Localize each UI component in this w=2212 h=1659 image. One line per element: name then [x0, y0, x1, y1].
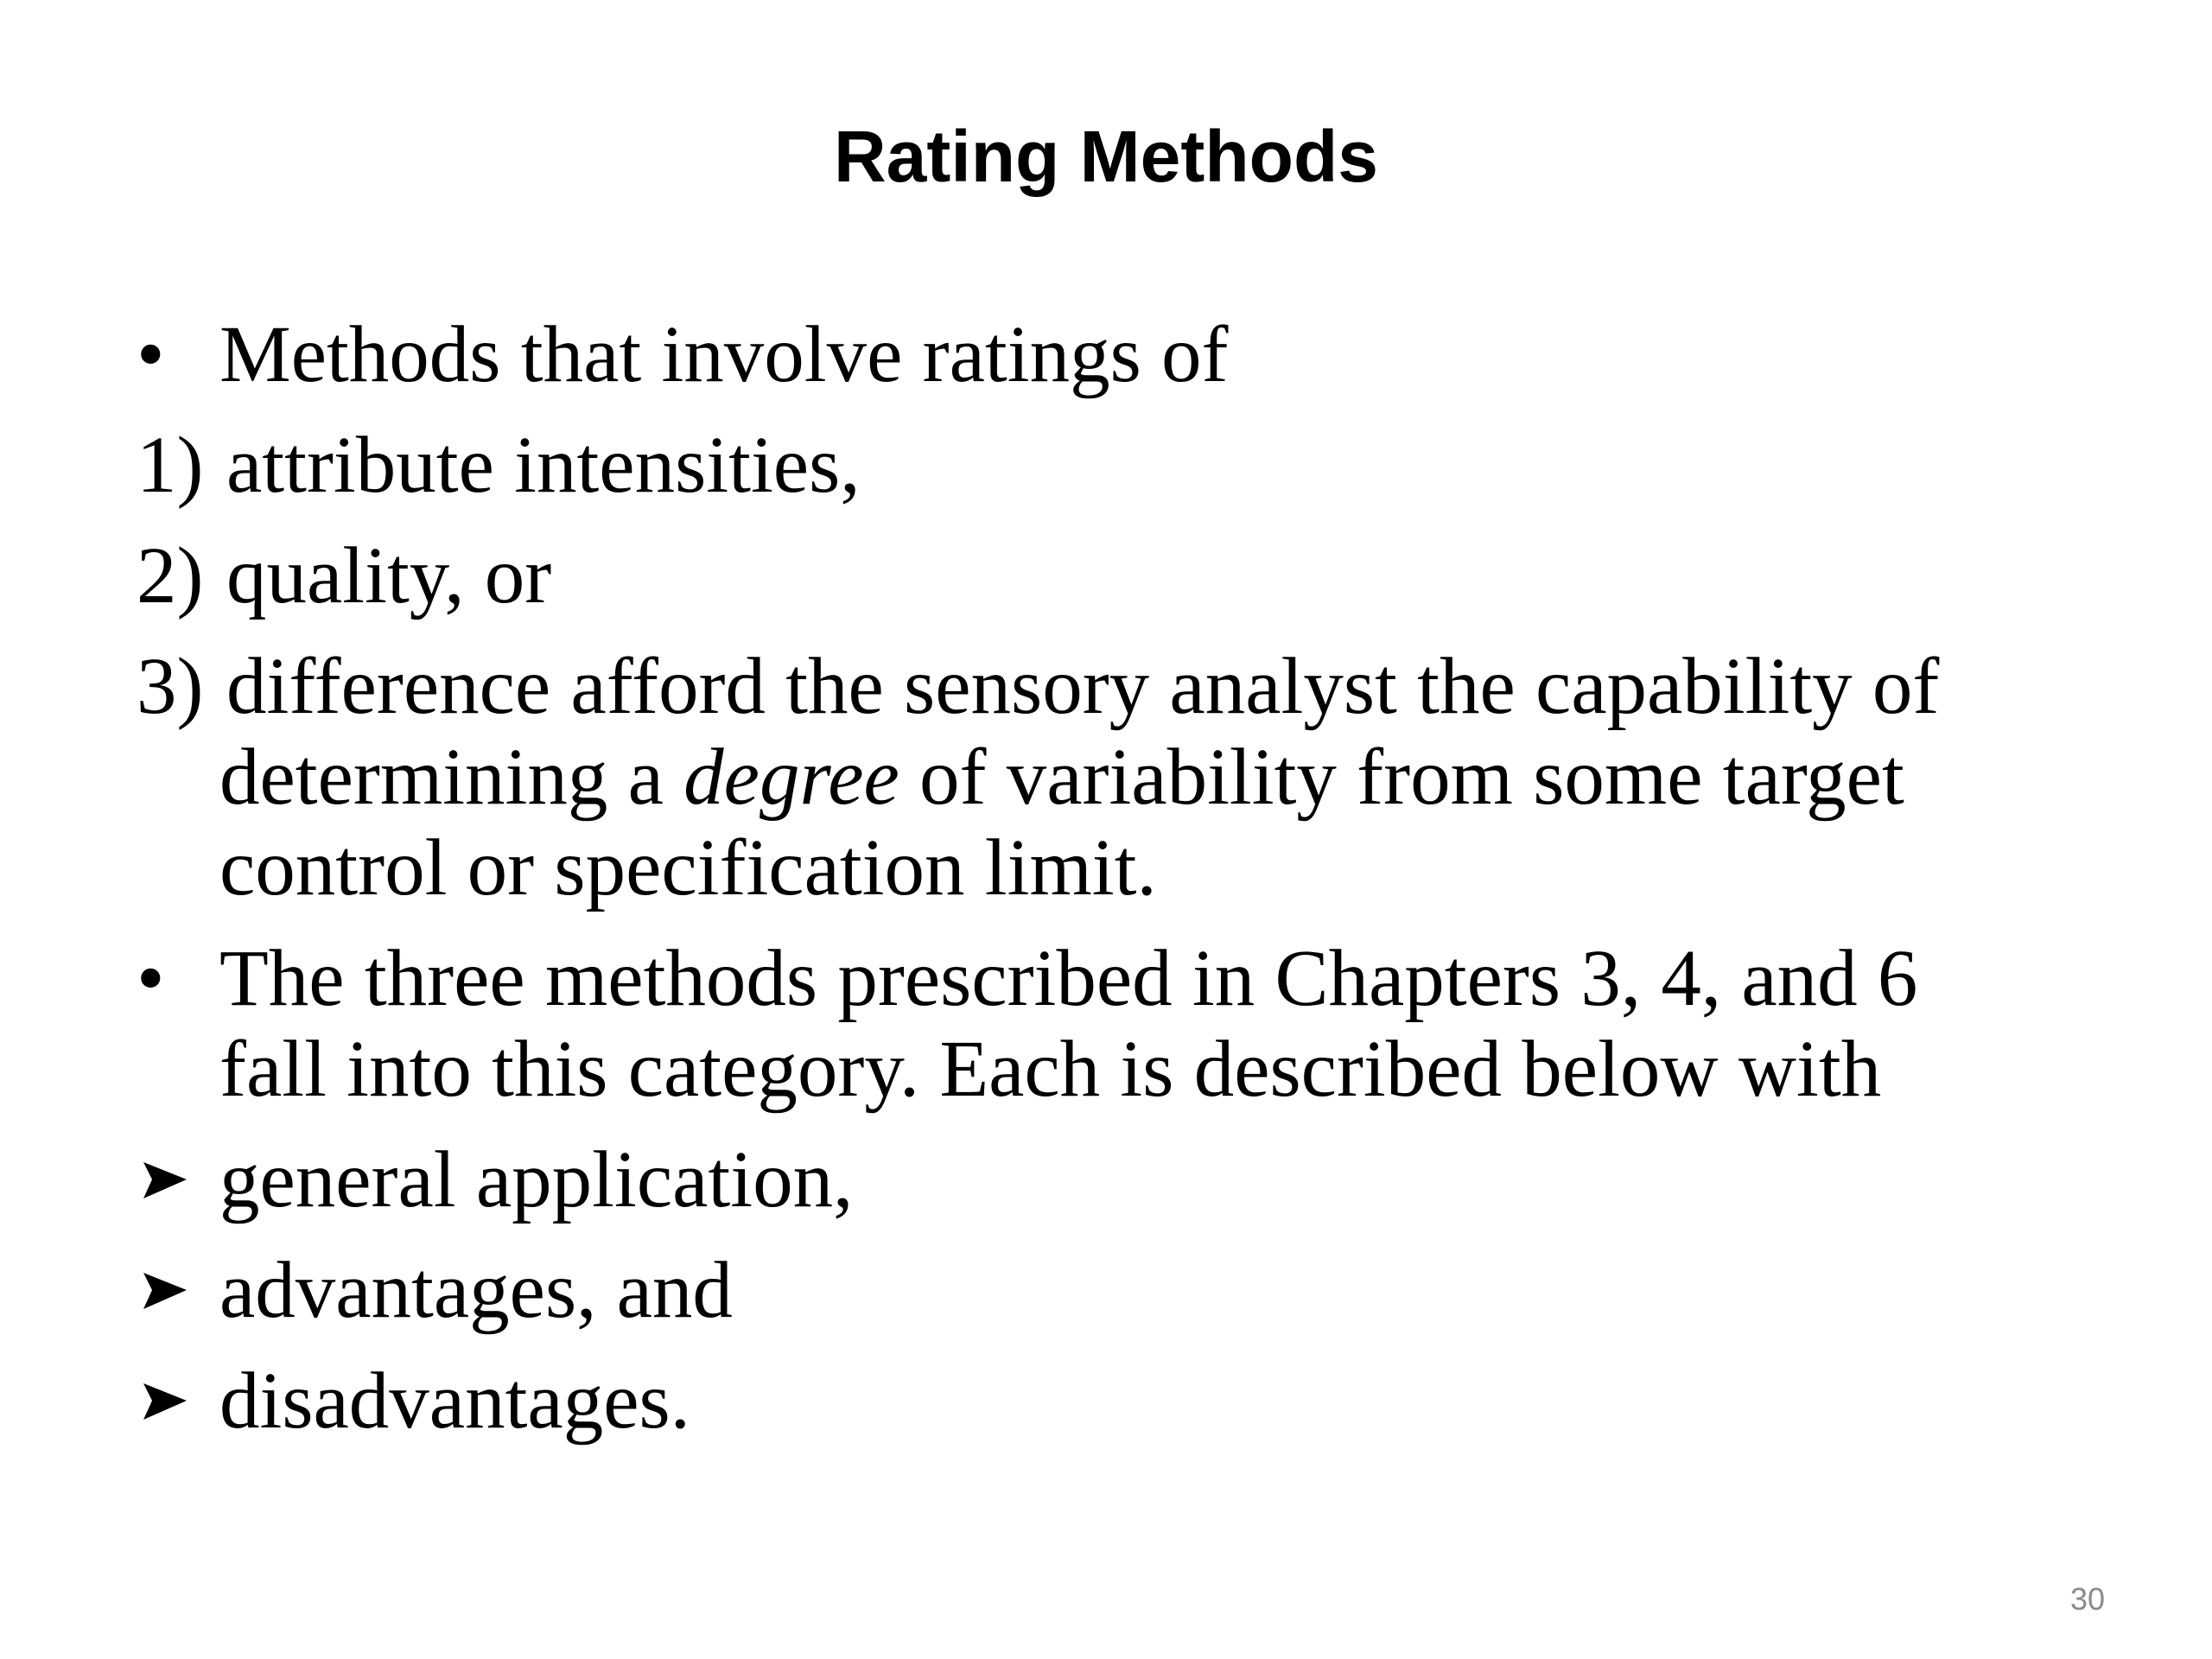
arrow-item-text: disadvantages. — [219, 1357, 690, 1446]
number-marker: 3) — [137, 642, 204, 731]
numbered-text-line-3: control or specification limit. — [219, 823, 1157, 912]
bullet-marker: • — [137, 310, 165, 399]
text-segment: of variability from some target — [899, 733, 1904, 822]
number-marker: 2) — [137, 531, 204, 620]
bullet-text-line-2: fall into this category. Each is described below with — [219, 1025, 1882, 1114]
text-segment: determining a — [219, 733, 684, 822]
arrow-bullet-icon — [137, 1356, 194, 1446]
numbered-text-line-2 — [219, 732, 1904, 823]
arrow-item-text: general application, — [219, 1135, 854, 1224]
bullet-text-line-1: The three methods prescribed in Chapters 3, 4, and 6 — [219, 934, 1918, 1023]
arrow-bullet-icon — [137, 1135, 194, 1225]
bullet-marker: • — [137, 934, 165, 1023]
arrow-item-text: advantages, and — [219, 1246, 733, 1335]
emphasis-degree: degree — [683, 733, 899, 822]
slide-title: Rating Methods — [834, 116, 1378, 197]
numbered-text: attribute intensities, — [226, 421, 861, 510]
numbered-text-line-1: difference afford the sensory analyst the capability of — [226, 642, 1940, 731]
numbered-text: quality, or — [226, 531, 552, 620]
number-marker: 1) — [137, 421, 204, 510]
arrow-bullet-icon — [137, 1245, 194, 1336]
page-number: 30 — [2069, 1581, 2105, 1617]
bullet-text: Methods that involve ratings of — [219, 310, 1229, 399]
